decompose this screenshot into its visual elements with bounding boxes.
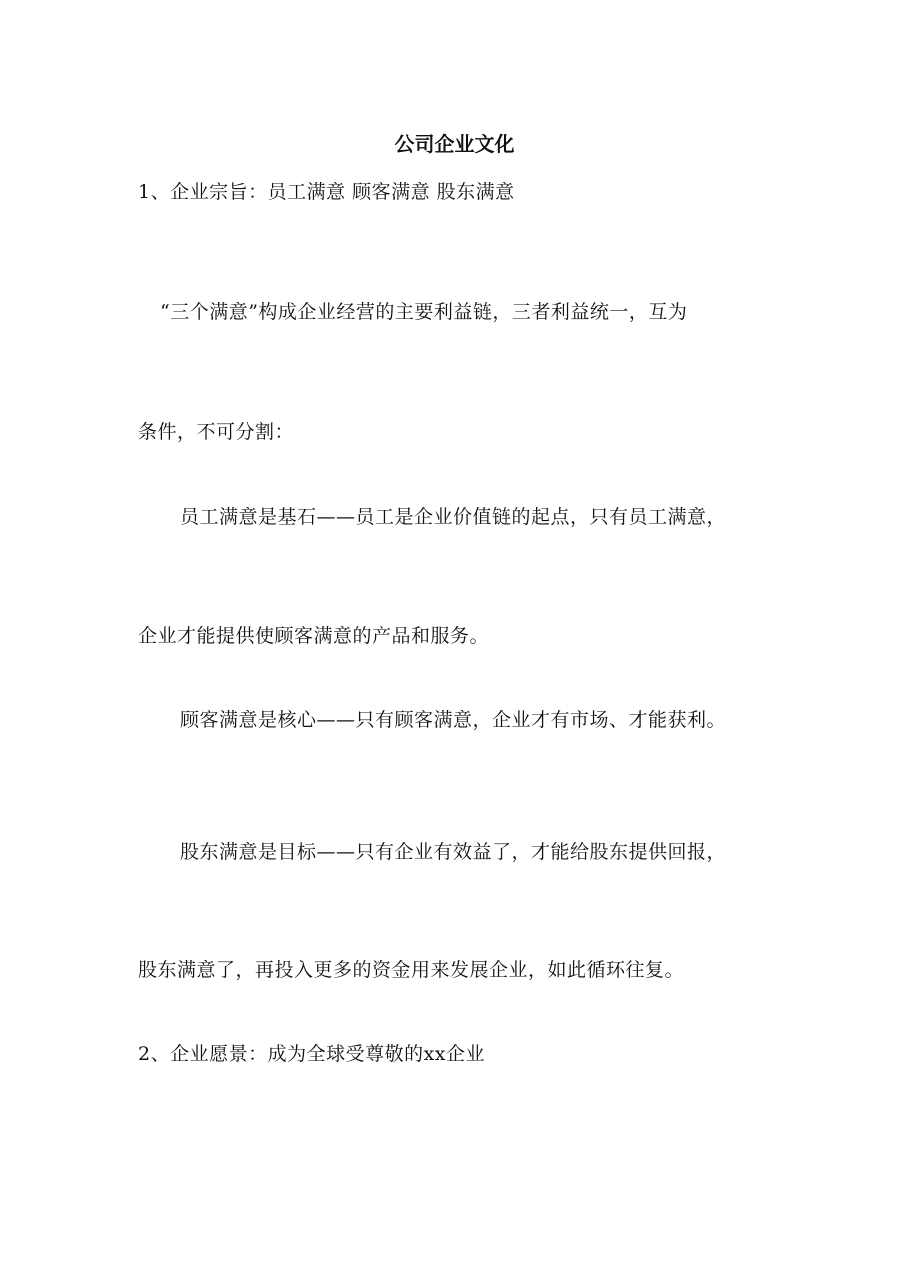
section-2-heading: 2、企业愿景：成为全球受尊敬的xx企业 [138, 1043, 486, 1065]
paragraph-4-line-1: 股东满意是目标——只有企业有效益了，才能给股东提供回报， [180, 841, 727, 863]
paragraph-1-line-1: “三个满意”构成企业经营的主要利益链，三者利益统一，互为 [160, 301, 688, 323]
paragraph-3-line-1: 顾客满意是核心——只有顾客满意，企业才有市场、才能获利。 [180, 709, 727, 731]
section-1-heading: 1、企业宗旨：员工满意 顾客满意 股东满意 [138, 181, 515, 203]
paragraph-1-line-2: 条件，不可分割： [138, 421, 295, 443]
paragraph-2-line-1: 员工满意是基石——员工是企业价值链的起点，只有员工满意， [180, 506, 727, 528]
paragraph-2-line-2: 企业才能提供使顾客满意的产品和服务。 [138, 625, 490, 647]
paragraph-4-line-2: 股东满意了，再投入更多的资金用来发展企业，如此循环往复。 [138, 959, 685, 981]
document-title: 公司企业文化 [394, 132, 515, 156]
